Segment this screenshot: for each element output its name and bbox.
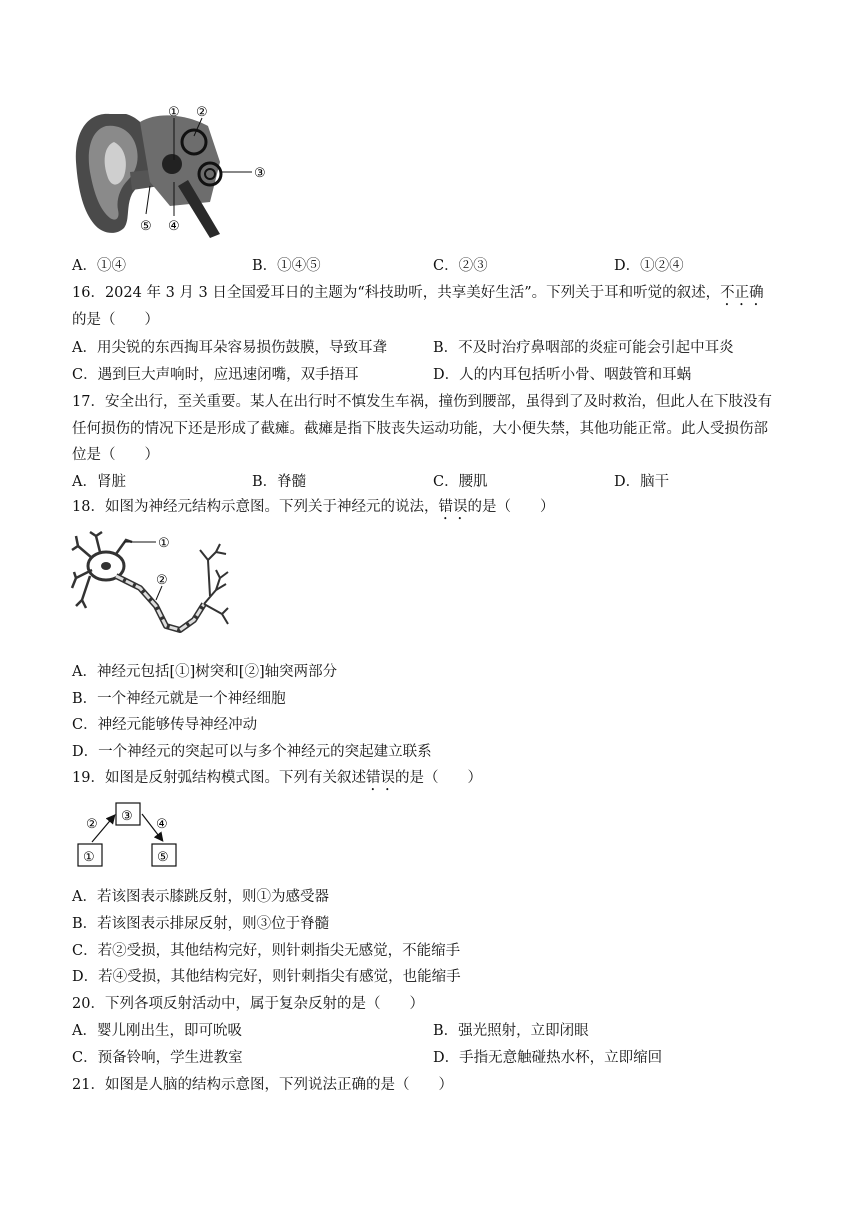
neuron-label-1: ① — [158, 536, 170, 551]
q17-stem-line1: 17．安全出行，至关重要。某人在出行时不慎发生车祸，撞伤到腰部，虽得到了及时救治，但此人在下肢没有 — [72, 394, 772, 410]
q20-option-d: D．手指无意触碰热水杯，立即缩回 — [433, 1050, 663, 1066]
q15-option-a: A．①④ — [72, 258, 126, 274]
q18-stem — [72, 497, 554, 523]
q18-emphasis: 错误 — [438, 499, 468, 515]
ear-structure-figure — [70, 102, 280, 240]
q19-stem — [72, 768, 482, 794]
q19-option-a: A．若该图表示膝跳反射，则①为感受器 — [72, 889, 329, 905]
q19-stem-end: 的是（ ） — [394, 770, 482, 786]
neuron-label-2: ② — [156, 573, 168, 588]
reflex-label-3: ③ — [121, 809, 133, 824]
ear-label-2: ② — [196, 105, 208, 120]
q19-option-c: C．若②受损，其他结构完好，则针刺指尖无感觉，不能缩手 — [72, 943, 461, 959]
q17-option-c: C．腰肌 — [433, 474, 488, 490]
q15-option-d: D．①②④ — [614, 258, 684, 274]
q16-option-c: C．遇到巨大声响时，应迅速闭嘴，双手捂耳 — [72, 367, 359, 383]
q20-option-b: B．强光照射，立即闭眼 — [433, 1023, 589, 1039]
q16-stem-line1 — [72, 283, 764, 309]
q21-stem: 21．如图是人脑的结构示意图，下列说法正确的是（ ） — [72, 1077, 453, 1093]
reflex-label-5: ⑤ — [157, 850, 169, 865]
q17-stem-line3: 位是（ ） — [72, 447, 159, 463]
q19-stem-text: 19．如图是反射弧结构模式图。下列有关叙述 — [72, 770, 366, 786]
q17-option-d: D．脑干 — [614, 474, 670, 490]
q20-option-c: C．预备铃响，学生进教室 — [72, 1050, 243, 1066]
q17-option-b: B．脊髓 — [252, 474, 307, 490]
q15-option-b: B．①④⑤ — [252, 258, 321, 274]
reflex-label-2: ② — [86, 817, 98, 832]
reflex-arc-figure — [74, 800, 186, 872]
q18-option-c: C．神经元能够传导神经冲动 — [72, 717, 258, 733]
reflex-label-4: ④ — [156, 817, 168, 832]
ear-label-1: ① — [168, 105, 180, 120]
q18-stem-end: 的是（ ） — [467, 499, 555, 515]
ear-label-3: ③ — [254, 166, 266, 181]
q17-option-a: A．肾脏 — [72, 474, 126, 490]
q16-stem-text: 16．2024 年 3 月 3 日全国爱耳日的主题为“科技助听，共享美好生活”。下列关于耳和听觉的叙述， — [72, 285, 721, 301]
q18-option-a: A．神经元包括[①]树突和[②]轴突两部分 — [72, 664, 338, 680]
q16-option-a: A．用尖锐的东西掏耳朵容易损伤鼓膜，导致耳聋 — [72, 340, 387, 356]
q19-option-d: D．若④受损，其他结构完好，则针刺指尖有感觉，也能缩手 — [72, 969, 461, 985]
q18-option-d: D．一个神经元的突起可以与多个神经元的突起建立联系 — [72, 744, 432, 760]
q18-option-b: B．一个神经元就是一个神经细胞 — [72, 691, 286, 707]
q18-stem-text: 18．如图为神经元结构示意图。下列关于神经元的说法， — [72, 499, 439, 515]
q15-option-c: C．②③ — [433, 258, 488, 274]
q17-stem-line2: 任何损伤的情况下还是形成了截瘫。截瘫是指下肢丧失运动功能，大小便失禁，其他功能正常。此人受损伤部 — [72, 421, 768, 437]
neuron-structure-figure — [70, 530, 230, 646]
q19-option-b: B．若该图表示排尿反射，则③位于脊髓 — [72, 916, 330, 932]
reflex-label-1: ① — [83, 850, 95, 865]
ear-label-5: ⑤ — [140, 219, 152, 234]
q16-stem-line2: 的是（ ） — [72, 312, 159, 328]
q16-emphasis: 不正确 — [720, 285, 764, 301]
q16-option-b: B．不及时治疗鼻咽部的炎症可能会引起中耳炎 — [433, 340, 734, 356]
q20-stem: 20．下列各项反射活动中，属于复杂反射的是（ ） — [72, 996, 424, 1012]
q16-option-d: D．人的内耳包括听小骨、咽鼓管和耳蜗 — [433, 367, 692, 383]
ear-label-4: ④ — [168, 219, 180, 234]
q20-option-a: A．婴儿刚出生，即可吮吸 — [72, 1023, 242, 1039]
q19-emphasis: 错误 — [365, 770, 395, 786]
